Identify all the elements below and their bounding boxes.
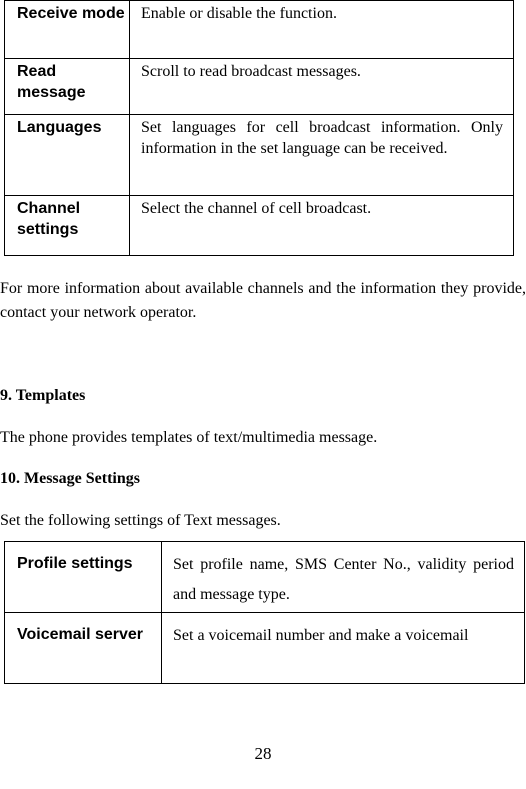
table-row — [5, 542, 525, 613]
row-description: Set languages for cell broadcast information. Only information in the set language can be received. — [130, 115, 514, 196]
channels-info-paragraph: For more information about available channels and the information they provide, contact your network operator. — [0, 280, 526, 321]
table-row — [5, 1, 514, 59]
row-label: Channel settings — [5, 196, 130, 256]
table-row — [5, 115, 514, 196]
table-row — [5, 59, 514, 115]
row-label: Read message — [5, 59, 130, 115]
message-settings-paragraph: Set the following settings of Text messages. — [0, 512, 281, 529]
row-label: Profile settings — [5, 542, 162, 613]
table-row — [5, 196, 514, 256]
table-row — [5, 613, 525, 684]
page-number: 28 — [254, 744, 272, 763]
row-label: Languages — [5, 115, 130, 196]
templates-paragraph: The phone provides templates of text/multimedia message. — [0, 429, 378, 446]
cell-broadcast-settings-table — [4, 0, 514, 256]
row-description: Enable or disable the function. — [130, 1, 514, 59]
row-description: Set profile name, SMS Center No., validity period and message type. — [162, 542, 525, 613]
text-message-settings-table — [4, 541, 525, 684]
message-settings-heading: 10. Message Settings — [0, 470, 140, 487]
row-description: Scroll to read broadcast messages. — [130, 59, 514, 115]
row-description: Set a voicemail number and make a voicemail — [162, 613, 525, 684]
row-description: Select the channel of cell broadcast. — [130, 196, 514, 256]
templates-heading: 9. Templates — [0, 387, 86, 404]
row-label: Voicemail server — [5, 613, 162, 684]
row-label: Receive mode — [5, 1, 130, 59]
